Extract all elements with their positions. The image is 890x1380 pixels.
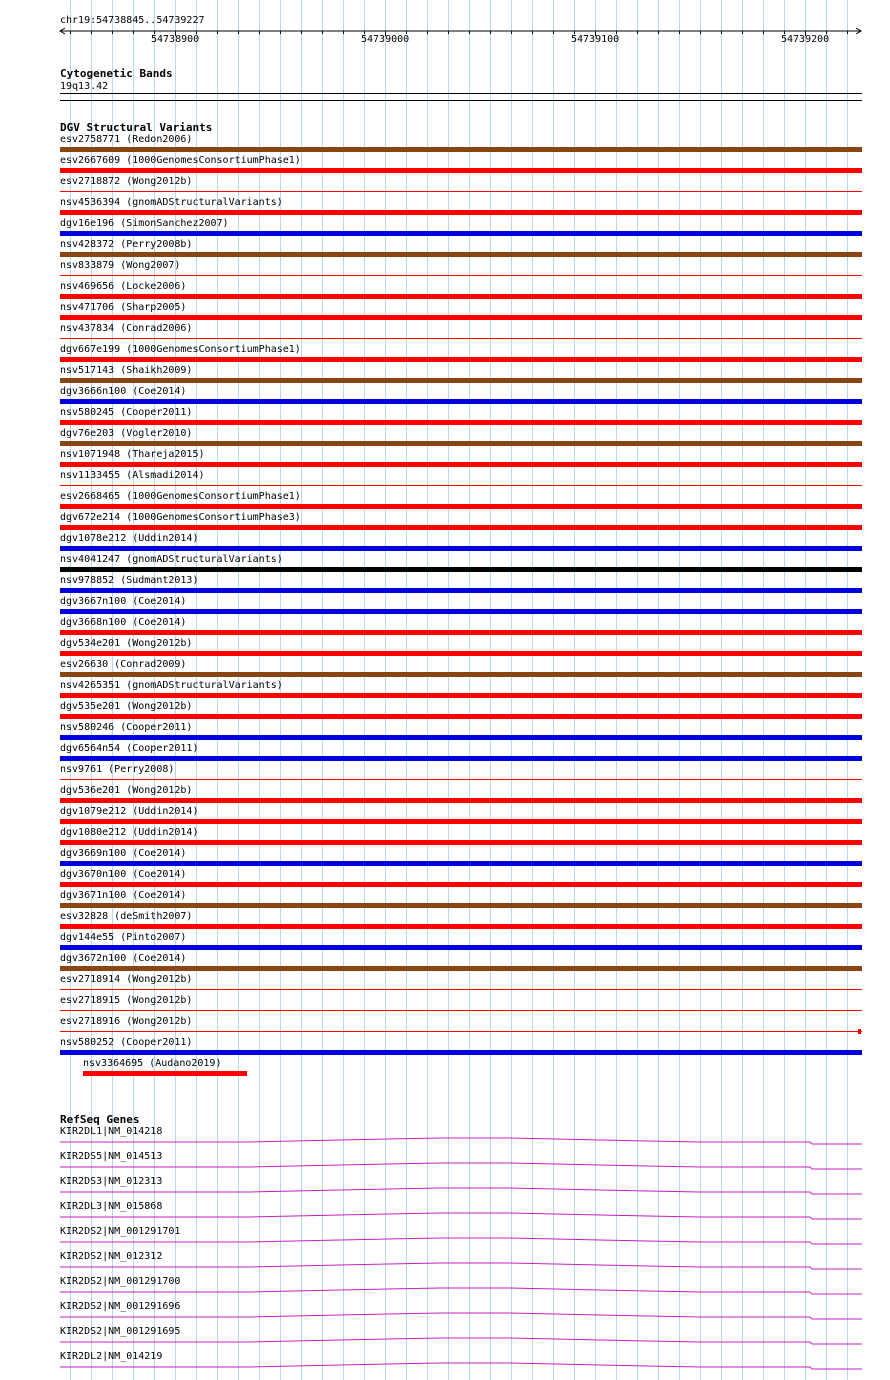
grid-line [721, 0, 722, 1380]
grid-line [343, 0, 344, 1380]
refseq-gene-label[interactable]: KIR2DS2|NM_001291696 [60, 1301, 181, 1312]
track-divider [60, 100, 862, 101]
dgv-variant-bar[interactable] [60, 504, 862, 509]
dgv-variant-bar[interactable] [60, 338, 862, 339]
dgv-variant-bar[interactable] [60, 1050, 862, 1055]
grid-line [847, 0, 848, 1380]
refseq-intron-line [60, 1138, 862, 1144]
dgv-variant-bar[interactable] [60, 294, 862, 299]
dgv-variant-bar[interactable] [60, 1031, 862, 1032]
grid-line [616, 0, 617, 1380]
refseq-gene-model[interactable] [0, 1284, 890, 1296]
refseq-track-title: RefSeq Genes [60, 1113, 140, 1126]
dgv-variant-bar[interactable] [60, 420, 862, 425]
cytogenetic-band-label[interactable]: 19q13.42 [60, 81, 109, 92]
grid-line [637, 0, 638, 1380]
dgv-variant-bar[interactable] [60, 903, 862, 908]
dgv-item-label[interactable]: nsv4041247 (gnomADStructuralVariants) [60, 554, 283, 565]
dgv-item-label[interactable]: dgv144e55 (Pinto2007) [60, 932, 187, 943]
dgv-variant-bar[interactable] [60, 485, 862, 486]
dgv-item-label[interactable]: dgv3667n100 (Coe2014) [60, 596, 187, 607]
dgv-item-label[interactable]: dgv3671n100 (Coe2014) [60, 890, 187, 901]
dgv-item-label[interactable]: nsv978852 (Sudmant2013) [60, 575, 199, 586]
dgv-item-label[interactable]: nsv3364695 (Audano2019) [83, 1058, 222, 1069]
dgv-item-label[interactable]: dgv534e201 (Wong2012b) [60, 638, 193, 649]
dgv-variant-bar[interactable] [60, 651, 862, 656]
dgv-item-label[interactable]: dgv1080e212 (Uddin2014) [60, 827, 199, 838]
dgv-item-label[interactable]: dgv1079e212 (Uddin2014) [60, 806, 199, 817]
refseq-gene-model[interactable] [0, 1134, 890, 1146]
grid-line [532, 0, 533, 1380]
dgv-variant-bar[interactable] [60, 630, 862, 635]
refseq-gene-model[interactable] [0, 1209, 890, 1221]
dgv-variant-bar[interactable] [60, 588, 862, 593]
dgv-variant-bar[interactable] [60, 989, 862, 990]
dgv-item-label[interactable]: nsv517143 (Shaikh2009) [60, 365, 193, 376]
cytogenetic-band-line[interactable] [60, 93, 862, 94]
grid-line [322, 0, 323, 1380]
grid-line [469, 0, 470, 1380]
dgv-variant-bar[interactable] [60, 714, 862, 719]
refseq-gene-label[interactable]: KIR2DS2|NM_012312 [60, 1251, 163, 1262]
dgv-variant-bar[interactable] [60, 399, 862, 404]
dgv-variant-bar[interactable] [60, 231, 862, 236]
dgv-item-label[interactable]: esv2718914 (Wong2012b) [60, 974, 193, 985]
dgv-item-label[interactable]: dgv6564n54 (Cooper2011) [60, 743, 199, 754]
dgv-variant-bar[interactable] [60, 798, 862, 803]
ruler-tick-label: 54739200 [781, 34, 830, 45]
dgv-item-label[interactable]: esv2718916 (Wong2012b) [60, 1016, 193, 1027]
dgv-variant-bar[interactable] [60, 441, 862, 446]
dgv-item-label[interactable]: nsv428372 (Perry2008b) [60, 239, 193, 250]
ruler-tick-label: 54739000 [361, 34, 410, 45]
refseq-intron-line [60, 1363, 862, 1369]
dgv-item-label[interactable]: esv2718915 (Wong2012b) [60, 995, 193, 1006]
ruler-tick-label: 54738900 [151, 34, 200, 45]
dgv-variant-bar[interactable] [60, 840, 862, 845]
dgv-item-label[interactable]: dgv536e201 (Wong2012b) [60, 785, 193, 796]
refseq-gene-model[interactable] [0, 1234, 890, 1246]
dgv-item-label[interactable]: dgv76e203 (Vogler2010) [60, 428, 193, 439]
refseq-intron-line [60, 1263, 862, 1269]
grid-line [553, 0, 554, 1380]
dgv-item-label[interactable]: dgv3666n100 (Coe2014) [60, 386, 187, 397]
dgv-item-label[interactable]: dgv535e201 (Wong2012b) [60, 701, 193, 712]
ruler-tick-label: 54739100 [571, 34, 620, 45]
refseq-intron-line [60, 1338, 862, 1344]
dgv-item-label[interactable]: nsv833879 (Wong2007) [60, 260, 181, 271]
dgv-item-label[interactable]: nsv471706 (Sharp2005) [60, 302, 187, 313]
refseq-gene-label[interactable]: KIR2DL3|NM_015868 [60, 1201, 163, 1212]
dgv-item-label[interactable]: dgv1078e212 (Uddin2014) [60, 533, 199, 544]
refseq-gene-model[interactable] [0, 1359, 890, 1371]
cytogenetic-title: Cytogenetic Bands [60, 67, 173, 80]
grid-line [742, 0, 743, 1380]
dgv-variant-bar[interactable] [60, 966, 862, 971]
dgv-item-label[interactable]: dgv3672n100 (Coe2014) [60, 953, 187, 964]
refseq-gene-label[interactable]: KIR2DS5|NM_014513 [60, 1151, 163, 1162]
dgv-item-label[interactable]: dgv16e196 (SimonSanchez2007) [60, 218, 229, 229]
grid-line [826, 0, 827, 1380]
grid-line [595, 0, 596, 1380]
grid-line [658, 0, 659, 1380]
dgv-item-label[interactable]: dgv672e214 (1000GenomesConsortiumPhase3) [60, 512, 301, 523]
dgv-item-label[interactable]: nsv469656 (Locke2006) [60, 281, 187, 292]
refseq-gene-model[interactable] [0, 1334, 890, 1346]
grid-line [700, 0, 701, 1380]
grid-line [574, 0, 575, 1380]
grid-line [448, 0, 449, 1380]
dgv-variant-bar[interactable] [60, 1010, 862, 1011]
grid-line [427, 0, 428, 1380]
refseq-intron-line [60, 1213, 862, 1219]
dgv-item-label[interactable]: nsv437834 (Conrad2006) [60, 323, 193, 334]
refseq-intron-line [60, 1163, 862, 1169]
dgv-variant-bar[interactable] [60, 275, 862, 276]
dgv-variant-end-block[interactable] [858, 1029, 861, 1034]
grid-line [511, 0, 512, 1380]
dgv-variant-bar[interactable] [60, 357, 862, 362]
refseq-gene-model[interactable] [0, 1184, 890, 1196]
dgv-variant-bar[interactable] [60, 779, 862, 780]
dgv-variant-bar[interactable] [60, 819, 862, 824]
refseq-gene-label[interactable]: KIR2DL2|NM_014219 [60, 1351, 163, 1362]
ruler[interactable] [0, 26, 890, 46]
refseq-intron-line [60, 1313, 862, 1319]
dgv-item-label[interactable]: esv2668465 (1000GenomesConsortiumPhase1) [60, 491, 301, 502]
dgv-item-label[interactable]: nsv580246 (Cooper2011) [60, 722, 193, 733]
dgv-item-label[interactable]: nsv1071948 (Thareja2015) [60, 449, 205, 460]
dgv-variant-bar[interactable] [60, 609, 862, 614]
dgv-variant-bar[interactable] [60, 525, 862, 530]
dgv-variant-bar[interactable] [60, 191, 862, 192]
dgv-variant-bar[interactable] [60, 567, 862, 572]
dgv-variant-bar[interactable] [60, 168, 862, 173]
refseq-intron-line [60, 1288, 862, 1294]
dgv-item-label[interactable]: nsv4536394 (gnomADStructuralVariants) [60, 197, 283, 208]
refseq-gene-label[interactable]: KIR2DS2|NM_001291700 [60, 1276, 181, 1287]
dgv-item-label[interactable]: nsv4265351 (gnomADStructuralVariants) [60, 680, 283, 691]
dgv-item-label[interactable]: dgv3669n100 (Coe2014) [60, 848, 187, 859]
dgv-item-label[interactable]: dgv3670n100 (Coe2014) [60, 869, 187, 880]
refseq-gene-model[interactable] [0, 1159, 890, 1171]
location-label: chr19:54738845..54739227 [60, 15, 205, 26]
refseq-gene-model[interactable] [0, 1259, 890, 1271]
grid-line [364, 0, 365, 1380]
dgv-variant-bar[interactable] [60, 546, 862, 551]
grid-line [301, 0, 302, 1380]
dgv-variant-bar[interactable] [60, 210, 862, 215]
grid-line [490, 0, 491, 1380]
refseq-intron-line [60, 1238, 862, 1244]
dgv-item-label[interactable]: dgv3668n100 (Coe2014) [60, 617, 187, 628]
dgv-item-label[interactable]: esv2758771 (Redon2006) [60, 134, 193, 145]
dgv-variant-bar[interactable] [60, 315, 862, 320]
dgv-item-label[interactable]: nsv580252 (Cooper2011) [60, 1037, 193, 1048]
refseq-gene-label[interactable]: KIR2DS3|NM_012313 [60, 1176, 163, 1187]
dgv-variant-bar[interactable] [60, 882, 862, 887]
refseq-gene-model[interactable] [0, 1309, 890, 1321]
dgv-variant-bar[interactable] [60, 945, 862, 950]
dgv-variant-bar[interactable] [60, 924, 862, 929]
dgv-variant-bar[interactable] [60, 861, 862, 866]
refseq-gene-label[interactable]: KIR2DS2|NM_001291695 [60, 1326, 181, 1337]
dgv-variant-bar[interactable] [60, 462, 862, 467]
grid-line [784, 0, 785, 1380]
grid-line [406, 0, 407, 1380]
grid-line [385, 0, 386, 1380]
dgv-item-label[interactable]: esv2718872 (Wong2012b) [60, 176, 193, 187]
dgv-variant-bar[interactable] [60, 756, 862, 761]
dgv-item-label[interactable]: nsv1133455 (Alsmadi2014) [60, 470, 205, 481]
grid-line [763, 0, 764, 1380]
dgv-variant-bar[interactable] [60, 252, 862, 257]
grid-line [805, 0, 806, 1380]
dgv-item-label[interactable]: nsv9761 (Perry2008) [60, 764, 175, 775]
refseq-gene-label[interactable]: KIR2DL1|NM_014218 [60, 1126, 163, 1137]
dgv-track-title: DGV Structural Variants [60, 121, 213, 134]
dgv-variant-bar[interactable] [60, 693, 862, 698]
dgv-variant-bar[interactable] [60, 735, 862, 740]
dgv-item-label[interactable]: esv32828 (deSmith2007) [60, 911, 193, 922]
refseq-intron-line [60, 1188, 862, 1194]
dgv-item-label[interactable]: esv2667609 (1000GenomesConsortiumPhase1) [60, 155, 301, 166]
dgv-variant-bar[interactable] [60, 672, 862, 677]
refseq-gene-label[interactable]: KIR2DS2|NM_001291701 [60, 1226, 181, 1237]
dgv-variant-bar[interactable] [83, 1071, 247, 1076]
dgv-variant-bar[interactable] [60, 147, 862, 152]
dgv-item-label[interactable]: dgv667e199 (1000GenomesConsortiumPhase1) [60, 344, 301, 355]
dgv-variant-bar[interactable] [60, 378, 862, 383]
dgv-item-label[interactable]: esv26630 (Conrad2009) [60, 659, 187, 670]
dgv-item-label[interactable]: nsv580245 (Cooper2011) [60, 407, 193, 418]
grid-line [679, 0, 680, 1380]
